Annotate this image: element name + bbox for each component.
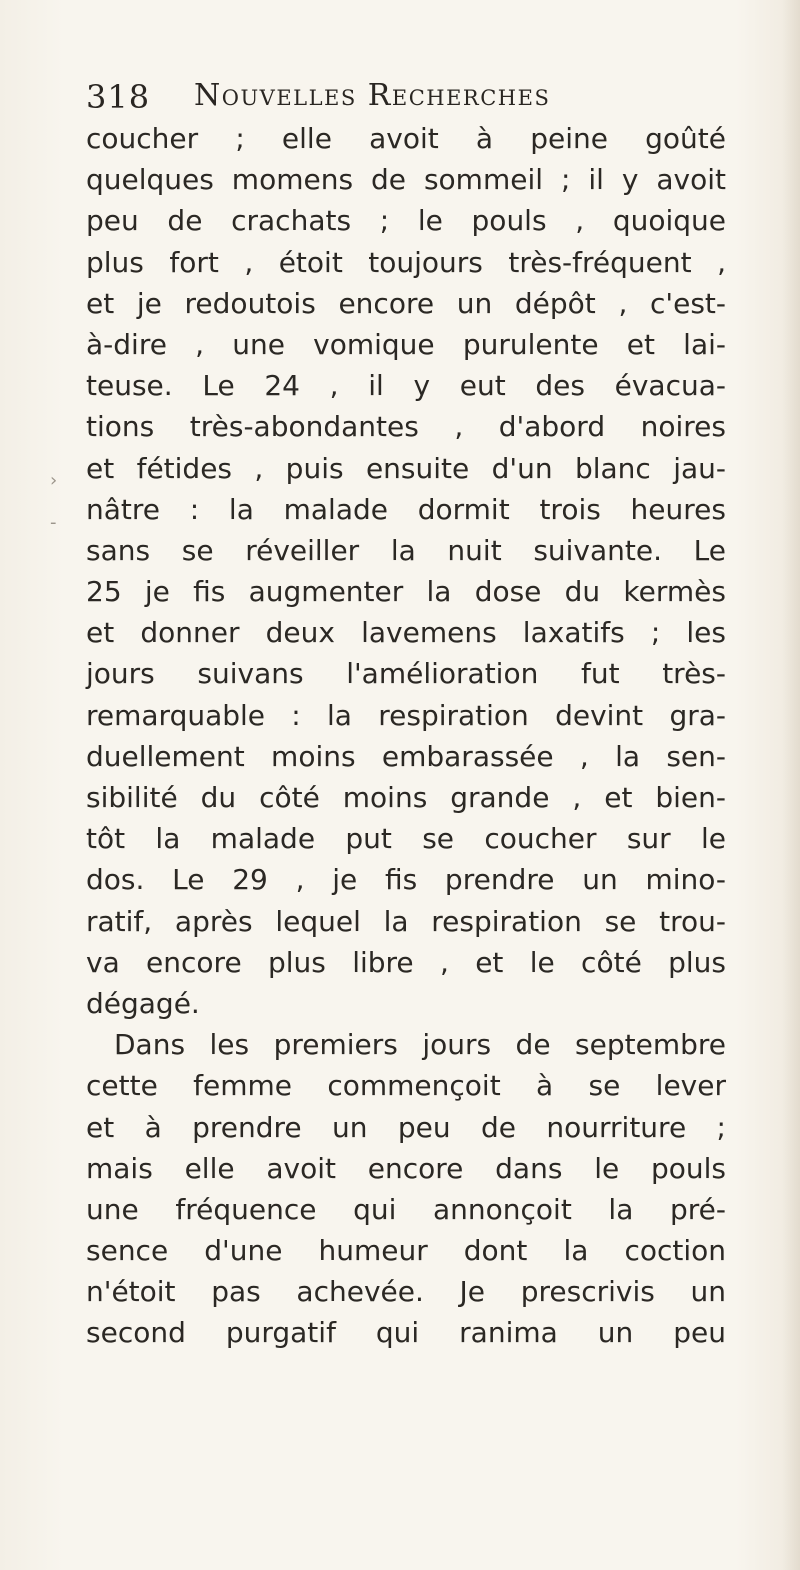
text-line: sibilité du côté moins grande , et bien- — [86, 781, 726, 814]
text-line: nâtre : la malade dormit trois heures — [86, 492, 726, 526]
text-line: Dans les premiers jours de septembre — [114, 1028, 726, 1062]
text-line: dos. Le 29 , je fis prendre un mino- — [86, 863, 726, 897]
body-text — [86, 118, 726, 1354]
text-line: va encore plus libre , et le côté plus — [86, 945, 726, 979]
text-line: ratif, après lequel la respiration se trou- — [86, 904, 726, 938]
page-spine-shadow — [782, 0, 800, 1570]
bleed-through-mark: › — [50, 470, 58, 491]
text-line: et donner deux lavemens laxatifs ; les — [86, 616, 726, 650]
text-line: coucher ; elle avoit à peine goûté — [86, 122, 726, 155]
text-line: et fétides , puis ensuite d'un blanc jau- — [86, 451, 726, 485]
text-line: mais elle avoit encore dans le pouls — [86, 1151, 726, 1185]
bleed-through-mark: - — [50, 512, 57, 533]
text-line: à-dire , une vomique purulente et lai- — [86, 327, 726, 361]
text-line: et je redoutois encore un dépôt , c'est- — [86, 286, 726, 320]
text-line: tions très-abondantes , d'abord noires — [86, 410, 726, 444]
text-line: 25 je fis augmenter la dose du kermès — [86, 575, 726, 609]
text-line: sence d'une humeur dont la coction — [86, 1234, 726, 1268]
text-line: cette femme commençoit à se lever — [86, 1069, 726, 1103]
text-line: tôt la malade put se coucher sur le — [86, 822, 726, 856]
text-line: n'étoit pas achevée. Je prescrivis un — [86, 1275, 726, 1309]
text-line: second purgatif qui ranima un peu — [86, 1316, 726, 1350]
text-line: duellement moins embarassée , la sen- — [86, 739, 726, 773]
text-line: une fréquence qui annonçoit la pré- — [86, 1192, 726, 1226]
text-line: sans se réveiller la nuit suivante. Le — [86, 533, 726, 567]
running-title: Nouvelles Recherches — [194, 78, 551, 113]
page-number: 318 — [86, 78, 151, 116]
text-line: plus fort , étoit toujours très-fréquent , — [86, 245, 726, 279]
text-line: quelques momens de sommeil ; il y avoit — [86, 163, 726, 197]
text-line: teuse. Le 24 , il y eut des évacua- — [86, 369, 726, 403]
text-line: jours suivans l'amélioration fut très- — [86, 657, 726, 691]
text-line: et à prendre un peu de nourriture ; — [86, 1110, 726, 1144]
text-line: dégagé. — [86, 986, 200, 1020]
text-line: remarquable : la respiration devint gra- — [86, 698, 726, 732]
text-line: peu de crachats ; le pouls , quoique — [86, 204, 726, 238]
